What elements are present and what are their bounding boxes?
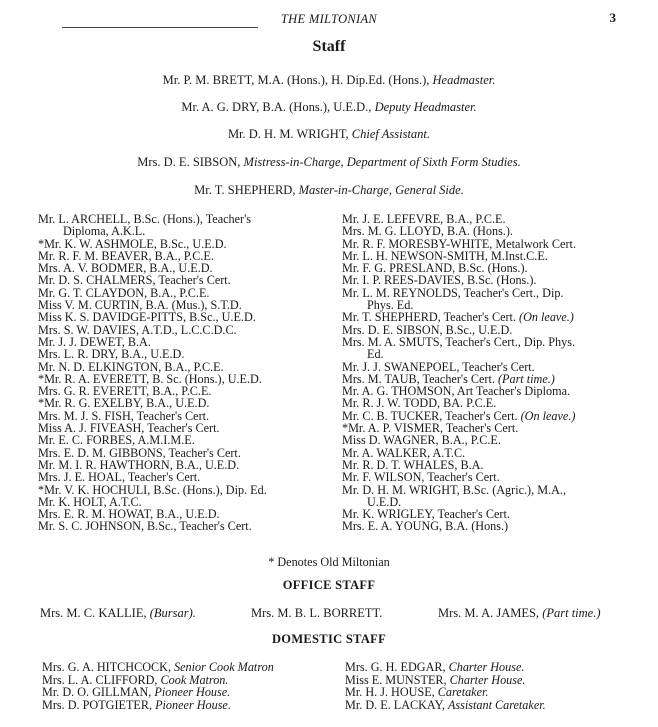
staff-role: Master-in-Charge, General Side. bbox=[298, 183, 464, 197]
staff-name: Mrs. G. H. EDGAR, bbox=[345, 660, 449, 674]
page-number: 3 bbox=[609, 10, 616, 25]
staff-role: Cook Matron. bbox=[160, 672, 229, 687]
domestic-staff-entry bbox=[42, 699, 274, 712]
staff-entry-text: Mrs. M. TAUB, Teacher's Cert. bbox=[342, 371, 498, 386]
staff-name: Mr. A. G. DRY, B.A. (Hons.), U.E.D., bbox=[181, 100, 375, 114]
staff-name: Mrs. M. A. JAMES, bbox=[438, 606, 543, 620]
staff-entry bbox=[342, 311, 642, 323]
staff-entry: Miss K. S. DAVIDGE-PITTS, B.Sc., U.E.D. bbox=[38, 310, 256, 325]
staff-entry: Mr. R. D. T. WHALES, B.A. bbox=[342, 457, 484, 472]
staff-entry: Mr. R. J. W. TODD, BA. P.C.E. bbox=[342, 396, 497, 411]
staff-entry-note: (On leave.) bbox=[519, 310, 574, 325]
staff-entry: Mr. M. I. R. HAWTHORN, B.A., U.E.D. bbox=[38, 457, 240, 472]
staff-role: Chief Assistant. bbox=[351, 127, 431, 141]
staff-entry: Mr. S. C. JOHNSON, B.Sc., Teacher's Cert. bbox=[38, 519, 252, 534]
header-rule bbox=[62, 27, 258, 28]
staff-entry: Mrs. G. R. EVERETT, B.A., P.C.E. bbox=[38, 384, 212, 399]
staff-entry: Mr. F. G. PRESLAND, B.Sc. (Hons.). bbox=[342, 261, 528, 276]
staff-role: Deputy Headmaster. bbox=[374, 100, 477, 114]
staff-role: Pioneer House. bbox=[154, 685, 231, 699]
staff-entry: Mr. G. T. CLAYDON, B.A., P.C.E. bbox=[38, 285, 210, 300]
staff-entry: Mrs. M. G. LLOYD, B.A. (Hons.). bbox=[342, 224, 513, 239]
staff-entry-note: (On leave.) bbox=[520, 408, 576, 423]
staff-entry: Mrs. E. R. M. HOWAT, B.A., U.E.D. bbox=[38, 507, 220, 522]
senior-staff-line bbox=[0, 73, 658, 87]
staff-name: Mr. D. O. GILLMAN, bbox=[42, 685, 155, 699]
staff-role: Charter House. bbox=[449, 672, 526, 687]
staff-entry: Mr. R. F. M. BEAVER, B.A., P.C.E. bbox=[38, 248, 214, 263]
staff-entry: *Mr. V. K. HOCHULI, B.Sc. (Hons.), Dip. Ed. bbox=[38, 482, 267, 497]
running-header bbox=[0, 10, 658, 28]
staff-entry: Miss D. WAGNER, B.A., P.C.E. bbox=[342, 433, 501, 448]
staff-entry-continued: U.E.D. bbox=[367, 494, 402, 509]
staff-entry: Mrs. A. V. BODMER, B.A., U.E.D. bbox=[38, 261, 213, 276]
domestic-staff-left bbox=[42, 661, 274, 711]
domestic-staff-heading: DOMESTIC STAFF bbox=[271, 632, 387, 646]
staff-entry: Miss A. J. FIVEASH, Teacher's Cert. bbox=[38, 421, 220, 436]
staff-entry: Mr. J. J. SWANEPOEL, Teacher's Cert. bbox=[342, 359, 535, 374]
staff-name: Mrs. M. C. KALLIE, bbox=[40, 606, 150, 620]
staff-entry: Mr. J. E. LEFEVRE, B.A., P.C.E. bbox=[342, 212, 506, 226]
staff-role: Headmaster. bbox=[432, 73, 496, 87]
staff-name: Mr. H. J. HOUSE, bbox=[345, 685, 438, 699]
staff-list-left bbox=[38, 213, 338, 533]
senior-staff-line bbox=[0, 183, 658, 197]
staff-name: Miss E. MUNSTER, bbox=[345, 672, 450, 687]
staff-name: Mrs. G. A. HITCHCOCK, bbox=[42, 660, 175, 674]
staff-entry: Mrs. D. E. SIBSON, B.Sc., U.E.D. bbox=[342, 322, 513, 337]
staff-name: Mrs. M. B. L. BORRETT. bbox=[251, 606, 383, 620]
office-staff-entry bbox=[40, 606, 196, 621]
footnote: * Denotes Old Miltonian bbox=[268, 555, 390, 569]
staff-entry: *Mr. R. A. EVERETT, B. Sc. (Hons.), U.E.D. bbox=[38, 371, 262, 386]
staff-entry: Mr. N. D. ELKINGTON, B.A., P.C.E. bbox=[38, 359, 224, 374]
staff-entry: *Mr. K. W. ASHMOLE, B.Sc., U.E.D. bbox=[38, 236, 227, 251]
staff-entry: Mr. K. WRIGLEY, Teacher's Cert. bbox=[342, 507, 510, 522]
staff-entry-text: Mr. T. SHEPHERD, Teacher's Cert. bbox=[342, 310, 520, 325]
office-staff-entry bbox=[438, 606, 601, 621]
staff-name: Mr. T. SHEPHERD, bbox=[194, 183, 299, 197]
staff-role: (Part time.) bbox=[542, 606, 601, 620]
office-staff-entry bbox=[251, 606, 382, 621]
domestic-staff-entry bbox=[345, 699, 546, 712]
staff-entry: Mr. E. C. FORBES, A.M.I.M.E. bbox=[38, 433, 195, 448]
staff-entry: Mrs. M. J. S. FISH, Teacher's Cert. bbox=[38, 408, 210, 423]
domestic-staff-right bbox=[345, 661, 546, 711]
staff-role: Charter House. bbox=[448, 660, 525, 674]
staff-entry: Mr. D. S. CHALMERS, Teacher's Cert. bbox=[38, 273, 231, 288]
staff-role: Caretaker. bbox=[437, 685, 489, 699]
office-staff-row bbox=[0, 606, 658, 620]
staff-entry: Mr. A. G. THOMSON, Art Teacher's Diploma. bbox=[342, 384, 571, 399]
senior-staff-line bbox=[0, 100, 658, 114]
staff-entry-continued: Diploma, A.K.L. bbox=[63, 224, 146, 239]
staff-entry: Mr. L. H. NEWSON-SMITH, M.Inst.C.E. bbox=[342, 248, 548, 263]
staff-list-right bbox=[342, 213, 642, 533]
staff-entry-continued: Ed. bbox=[367, 347, 384, 362]
staff-entry: *Mr. R. G. EXELBY, B.A., U.E.D. bbox=[38, 396, 210, 411]
staff-name: Mrs. L. A. CLIFFORD, bbox=[42, 672, 161, 687]
staff-role: Mistress-in-Charge, Department of Sixth Form Studies. bbox=[243, 155, 521, 169]
office-staff-heading: OFFICE STAFF bbox=[282, 578, 376, 592]
senior-staff-line bbox=[0, 127, 658, 141]
staff-entry: Mr. I. P. REES-DAVIES, B.Sc. (Hons.). bbox=[342, 273, 537, 288]
staff-entry-note: (Part time.) bbox=[497, 371, 555, 386]
staff-entry-continued: Phys. Ed. bbox=[367, 298, 414, 313]
staff-entry: Mrs. L. R. DRY, B.A., U.E.D. bbox=[38, 347, 185, 362]
staff-entry: Mr. A. WALKER, A.T.C. bbox=[342, 445, 466, 460]
staff-name: Mrs. D. E. SIBSON, bbox=[137, 155, 244, 169]
staff-entry: Mrs. S. W. DAVIES, A.T.D., L.C.C.D.C. bbox=[38, 322, 237, 337]
staff-entry: Mr. R. F. MORESBY-WHITE, Metalwork Cert. bbox=[342, 236, 576, 251]
staff-entry: *Mr. A. P. VISMER, Teacher's Cert. bbox=[342, 421, 519, 436]
staff-entry: Mrs. M. A. SMUTS, Teacher's Cert., Dip. Phys. bbox=[342, 334, 576, 349]
staff-entry: Mr. K. HOLT, A.T.C. bbox=[38, 494, 142, 509]
staff-entry: Miss V. M. CURTIN, B.A. (Mus.), S.T.D. bbox=[38, 298, 242, 313]
staff-role: (Bursar). bbox=[149, 606, 196, 620]
staff-entry: Mrs. E. D. M. GIBBONS, Teacher's Cert. bbox=[38, 445, 241, 460]
staff-heading: Staff bbox=[312, 38, 346, 55]
staff-entry: Mr. D. H. M. WRIGHT, B.Sc. (Agric.), M.A., bbox=[342, 482, 566, 497]
staff-role: Senior Cook Matron bbox=[174, 660, 274, 674]
staff-name: Mrs. D. POTGIETER, bbox=[42, 697, 156, 712]
staff-name: Mr. D. H. M. WRIGHT, bbox=[227, 127, 352, 141]
senior-staff-line bbox=[0, 155, 658, 169]
running-title: THE MILTONIAN bbox=[280, 12, 378, 26]
staff-name: Mr. D. E. LACKAY, bbox=[345, 697, 448, 712]
staff-entry: Mr. L. M. REYNOLDS, Teacher's Cert., Dip. bbox=[342, 285, 564, 300]
staff-entry: Mrs. E. A. YOUNG, B.A. (Hons.) bbox=[342, 519, 509, 534]
staff-name: Mr. P. M. BRETT, M.A. (Hons.), H. Dip.Ed. (Hons.), bbox=[162, 73, 433, 87]
staff-entry: Mr. L. ARCHELL, B.Sc. (Hons.), Teacher's bbox=[38, 212, 252, 226]
staff-entry-text: Mr. C. B. TUCKER, Teacher's Cert. bbox=[342, 408, 521, 423]
staff-entry: Mr. J. J. DEWET, B.A. bbox=[38, 334, 151, 349]
staff-entry: Mr. F. WILSON, Teacher's Cert. bbox=[342, 470, 500, 485]
staff-entry: Mrs. J. E. HOAL, Teacher's Cert. bbox=[38, 470, 201, 485]
staff-role: Assistant Caretaker. bbox=[447, 697, 546, 712]
staff-role: Pioneer House. bbox=[155, 697, 231, 712]
